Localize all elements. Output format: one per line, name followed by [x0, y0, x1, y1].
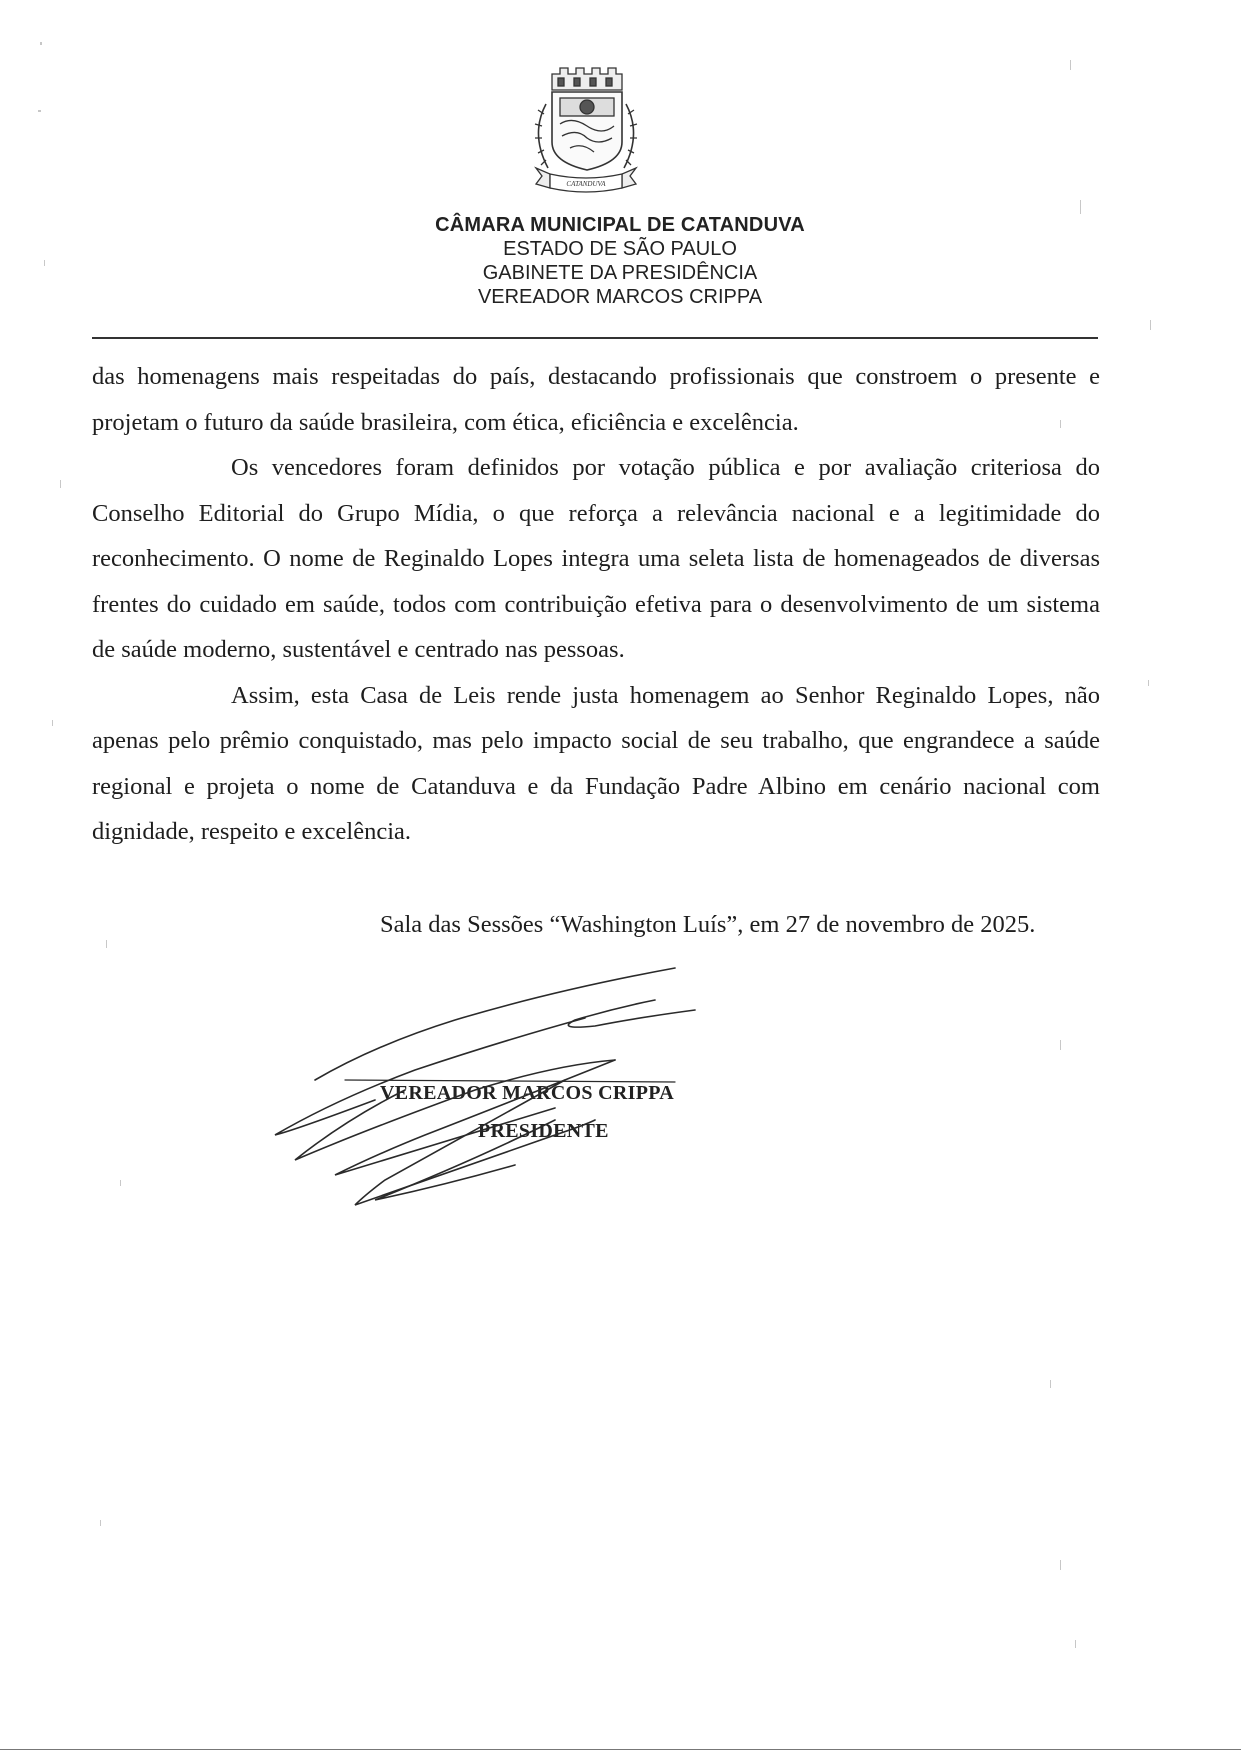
page-bottom-edge	[0, 1749, 1241, 1750]
place-date-line: Sala das Sessões “Washington Luís”, em 27 de novembro de 2025.	[380, 911, 1036, 938]
office-name: GABINETE DA PRESIDÊNCIA	[482, 262, 758, 284]
signatory-name: VEREADOR MARCOS CRIPPA	[380, 1082, 675, 1104]
handwritten-signature	[255, 960, 795, 1240]
body-paragraph: das homenagens mais respeitadas do país, destacando profissionais que constroem o presente e projetam o futuro da saúde brasileira, com ética, eficiência e excelência.	[92, 363, 1100, 436]
body-paragraph: Assim, esta Casa de Leis rende justa homenagem ao Senhor Reginaldo Lopes, não apenas pelo prêmio conquistado, mas pelo impacto social de seu trabalho, que engrandece a saúde regional e projeta o nome de Catanduva e da Fundação Padre Albino em cenário nacional com dignidade, respeito e excelência.	[92, 681, 1100, 845]
crest-banner-text: CATANDUVA	[566, 180, 606, 188]
councilor-name: VEREADOR MARCOS CRIPPA	[477, 286, 763, 308]
state-name: ESTADO DE SÃO PAULO	[503, 238, 737, 260]
document-body	[92, 354, 1100, 855]
signatory-role: PRESIDENTE	[478, 1120, 609, 1142]
coat-of-arms-icon	[522, 64, 650, 194]
letterhead	[280, 213, 960, 309]
body-paragraph: Os vencedores foram definidos por votação pública e por avaliação criteriosa do Conselho Editorial do Grupo Mídia, o que reforça a relevância nacional e a legitimidade do reconhecimento. O nome de Reginaldo Lopes integra uma seleta lista de homenageados de diversas frentes do cuidado em saúde, todos com contribuição efetiva para o desenvolvimento de um sistema de saúde moderno, sustentável e centrado nas pessoas.	[92, 454, 1100, 663]
header-divider	[92, 337, 1098, 339]
institution-name: CÂMARA MUNICIPAL DE CATANDUVA	[435, 214, 805, 236]
